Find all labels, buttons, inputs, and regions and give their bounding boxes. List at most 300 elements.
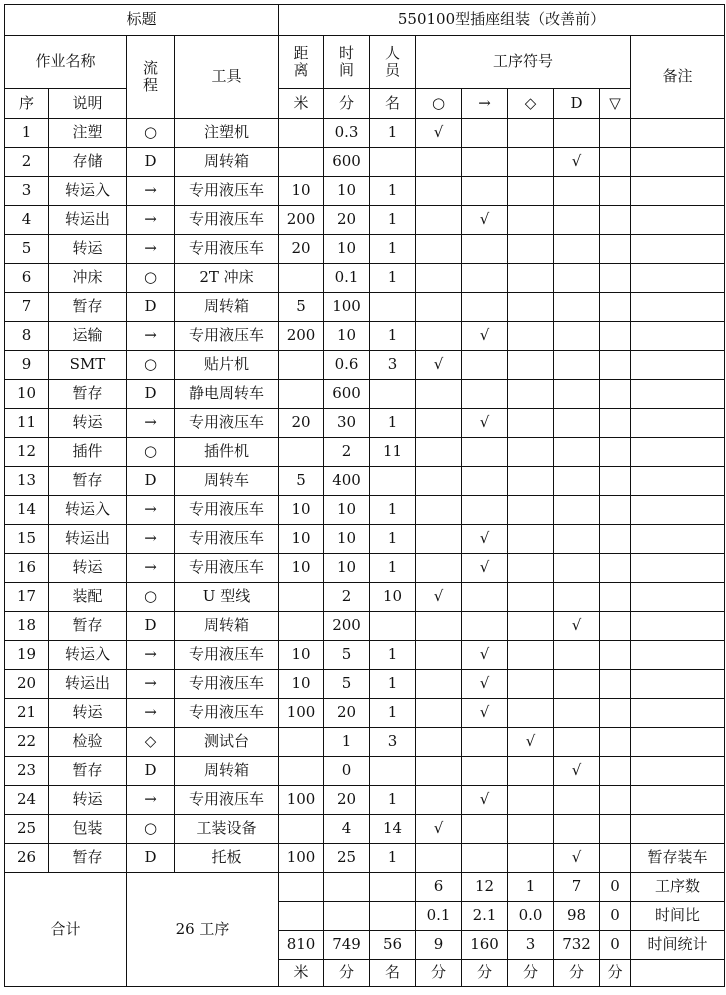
row-desc: 转运出	[49, 206, 127, 235]
row-remark	[631, 380, 725, 409]
row-flow: →	[127, 206, 175, 235]
row-no: 6	[5, 264, 49, 293]
row-remark: 暂存装车	[631, 844, 725, 873]
row-transport-check	[462, 496, 508, 525]
row-no: 22	[5, 728, 49, 757]
row-transport-check: √	[462, 786, 508, 815]
row-distance: 10	[279, 641, 324, 670]
row-distance	[279, 757, 324, 786]
ratio-in: 0.0	[508, 902, 554, 931]
row-no: 4	[5, 206, 49, 235]
row-desc: 插件	[49, 438, 127, 467]
row-people	[370, 757, 416, 786]
ratio-de: 98	[554, 902, 600, 931]
row-distance	[279, 728, 324, 757]
row-remark	[631, 757, 725, 786]
row-remark	[631, 293, 725, 322]
row-people: 14	[370, 815, 416, 844]
row-distance: 100	[279, 786, 324, 815]
row-remark	[631, 409, 725, 438]
row-inspect-check	[508, 612, 554, 641]
row-inspect-check	[508, 351, 554, 380]
row-no: 1	[5, 119, 49, 148]
row-inspect-check	[508, 380, 554, 409]
row-tool: 测试台	[175, 728, 279, 757]
desc-header: 说明	[49, 89, 127, 119]
row-delay-check	[554, 786, 600, 815]
row-op-check: √	[416, 815, 462, 844]
table-row	[5, 670, 725, 699]
seq-header: 序	[5, 89, 49, 119]
unit-min: 分	[324, 89, 370, 119]
row-op-check: √	[416, 583, 462, 612]
transport-symbol: →	[462, 89, 508, 119]
row-people: 1	[370, 177, 416, 206]
row-no: 3	[5, 177, 49, 206]
row-transport-check	[462, 235, 508, 264]
table-row	[5, 612, 725, 641]
count-op: 6	[416, 873, 462, 902]
total-people: 56	[370, 931, 416, 960]
row-remark	[631, 467, 725, 496]
row-transport-check	[462, 438, 508, 467]
total-stat-label: 时间统计	[631, 931, 725, 960]
distance-header: 距 离	[279, 36, 324, 89]
table-row	[5, 235, 725, 264]
row-inspect-check	[508, 438, 554, 467]
row-no: 2	[5, 148, 49, 177]
ratio-label: 时间比	[631, 902, 725, 931]
row-people: 1	[370, 235, 416, 264]
row-distance	[279, 438, 324, 467]
row-distance: 10	[279, 177, 324, 206]
row-tool: 周转箱	[175, 757, 279, 786]
row-desc: 暂存	[49, 757, 127, 786]
row-distance	[279, 351, 324, 380]
row-time: 10	[324, 177, 370, 206]
row-time: 5	[324, 670, 370, 699]
row-transport-check: √	[462, 322, 508, 351]
row-inspect-check	[508, 525, 554, 554]
row-transport-check	[462, 583, 508, 612]
row-remark	[631, 235, 725, 264]
time-header: 时 间	[324, 36, 370, 89]
row-time: 10	[324, 554, 370, 583]
row-people: 1	[370, 119, 416, 148]
row-storage-check	[600, 641, 631, 670]
row-op-check	[416, 612, 462, 641]
row-desc: 存储	[49, 148, 127, 177]
row-inspect-check	[508, 757, 554, 786]
row-storage-check	[600, 844, 631, 873]
row-op-check: √	[416, 119, 462, 148]
row-people: 1	[370, 699, 416, 728]
flow-header: 流 程	[127, 36, 175, 119]
row-op-check	[416, 699, 462, 728]
row-storage-check	[600, 148, 631, 177]
unit-m: 米	[279, 89, 324, 119]
row-time: 10	[324, 525, 370, 554]
summary-row	[5, 873, 725, 902]
chart-title: 550100型插座组装（改善前）	[279, 5, 725, 36]
row-remark	[631, 322, 725, 351]
row-flow: ○	[127, 815, 175, 844]
row-transport-check	[462, 264, 508, 293]
row-flow: →	[127, 409, 175, 438]
row-inspect-check	[508, 467, 554, 496]
row-desc: 转运	[49, 554, 127, 583]
row-delay-check	[554, 177, 600, 206]
table-row	[5, 728, 725, 757]
row-delay-check	[554, 409, 600, 438]
count-label: 工序数	[631, 873, 725, 902]
row-no: 23	[5, 757, 49, 786]
row-remark	[631, 699, 725, 728]
row-remark	[631, 786, 725, 815]
row-people: 3	[370, 728, 416, 757]
total-st: 0	[600, 931, 631, 960]
row-op-check	[416, 264, 462, 293]
row-flow: →	[127, 670, 175, 699]
row-remark	[631, 612, 725, 641]
row-inspect-check	[508, 177, 554, 206]
row-flow: →	[127, 786, 175, 815]
row-time: 0.6	[324, 351, 370, 380]
row-distance	[279, 380, 324, 409]
row-inspect-check	[508, 583, 554, 612]
row-people: 3	[370, 351, 416, 380]
row-op-check	[416, 438, 462, 467]
row-storage-check	[600, 177, 631, 206]
row-flow: →	[127, 641, 175, 670]
row-people: 1	[370, 496, 416, 525]
row-delay-check	[554, 525, 600, 554]
table-row	[5, 641, 725, 670]
blank-cell	[370, 873, 416, 902]
unit-time: 分	[324, 960, 370, 987]
row-tool: U 型线	[175, 583, 279, 612]
row-transport-check	[462, 844, 508, 873]
total-in: 3	[508, 931, 554, 960]
row-op-check: √	[416, 351, 462, 380]
row-delay-check	[554, 119, 600, 148]
row-distance: 10	[279, 496, 324, 525]
people-header: 人 员	[370, 36, 416, 89]
row-no: 21	[5, 699, 49, 728]
row-tool: 周转车	[175, 467, 279, 496]
row-distance: 20	[279, 409, 324, 438]
row-delay-check	[554, 235, 600, 264]
row-inspect-check	[508, 641, 554, 670]
row-delay-check	[554, 583, 600, 612]
row-inspect-check	[508, 206, 554, 235]
row-remark	[631, 438, 725, 467]
op-name-header: 作业名称	[5, 36, 127, 89]
row-op-check	[416, 525, 462, 554]
row-flow: →	[127, 177, 175, 206]
row-inspect-check	[508, 119, 554, 148]
row-no: 20	[5, 670, 49, 699]
blank-cell	[279, 902, 324, 931]
count-de: 7	[554, 873, 600, 902]
row-flow: →	[127, 525, 175, 554]
operation-symbol: ○	[416, 89, 462, 119]
row-inspect-check	[508, 409, 554, 438]
unit-op: 分	[416, 960, 462, 987]
delay-symbol: D	[554, 89, 600, 119]
row-distance: 10	[279, 554, 324, 583]
row-remark	[631, 554, 725, 583]
row-distance: 10	[279, 525, 324, 554]
row-no: 18	[5, 612, 49, 641]
count-in: 1	[508, 873, 554, 902]
row-time: 600	[324, 380, 370, 409]
row-storage-check	[600, 583, 631, 612]
row-no: 19	[5, 641, 49, 670]
row-people: 1	[370, 786, 416, 815]
row-delay-check	[554, 206, 600, 235]
row-storage-check	[600, 264, 631, 293]
table-row	[5, 786, 725, 815]
row-remark	[631, 119, 725, 148]
row-op-check	[416, 322, 462, 351]
row-desc: 暂存	[49, 293, 127, 322]
row-desc: 转运	[49, 699, 127, 728]
blank-cell	[370, 902, 416, 931]
row-flow: ○	[127, 264, 175, 293]
row-time: 20	[324, 699, 370, 728]
row-desc: 检验	[49, 728, 127, 757]
ratio-tr: 2.1	[462, 902, 508, 931]
row-time: 5	[324, 641, 370, 670]
row-tool: 2T 冲床	[175, 264, 279, 293]
row-storage-check	[600, 496, 631, 525]
row-desc: 转运入	[49, 496, 127, 525]
row-people	[370, 380, 416, 409]
row-op-check	[416, 786, 462, 815]
row-people: 1	[370, 641, 416, 670]
row-op-check	[416, 670, 462, 699]
blank-cell	[324, 873, 370, 902]
row-distance	[279, 119, 324, 148]
row-people	[370, 148, 416, 177]
row-time: 200	[324, 612, 370, 641]
table-row	[5, 496, 725, 525]
row-distance: 20	[279, 235, 324, 264]
row-flow: ○	[127, 119, 175, 148]
row-transport-check: √	[462, 641, 508, 670]
row-flow: D	[127, 148, 175, 177]
table-row	[5, 293, 725, 322]
row-flow: →	[127, 235, 175, 264]
row-op-check	[416, 496, 462, 525]
row-desc: 暂存	[49, 612, 127, 641]
row-delay-check	[554, 293, 600, 322]
row-time: 30	[324, 409, 370, 438]
row-desc: 包装	[49, 815, 127, 844]
row-transport-check	[462, 380, 508, 409]
row-op-check	[416, 293, 462, 322]
row-flow: ○	[127, 583, 175, 612]
row-people: 1	[370, 322, 416, 351]
row-inspect-check: √	[508, 728, 554, 757]
row-inspect-check	[508, 235, 554, 264]
table-row	[5, 554, 725, 583]
row-delay-check	[554, 380, 600, 409]
row-transport-check	[462, 293, 508, 322]
table-row	[5, 264, 725, 293]
table-row	[5, 757, 725, 786]
row-transport-check: √	[462, 409, 508, 438]
row-people	[370, 612, 416, 641]
row-remark	[631, 583, 725, 612]
row-op-check	[416, 409, 462, 438]
table-row	[5, 148, 725, 177]
row-tool: 专用液压车	[175, 496, 279, 525]
row-no: 14	[5, 496, 49, 525]
row-op-check	[416, 467, 462, 496]
row-storage-check	[600, 438, 631, 467]
row-storage-check	[600, 206, 631, 235]
row-storage-check	[600, 293, 631, 322]
row-inspect-check	[508, 148, 554, 177]
row-time: 0.1	[324, 264, 370, 293]
row-delay-check	[554, 467, 600, 496]
row-tool: 静电周转车	[175, 380, 279, 409]
row-remark	[631, 641, 725, 670]
row-flow: →	[127, 554, 175, 583]
row-remark	[631, 264, 725, 293]
row-people	[370, 293, 416, 322]
row-desc: 转运入	[49, 641, 127, 670]
row-flow: D	[127, 612, 175, 641]
row-delay-check	[554, 554, 600, 583]
row-transport-check	[462, 119, 508, 148]
row-no: 7	[5, 293, 49, 322]
row-no: 5	[5, 235, 49, 264]
row-transport-check: √	[462, 699, 508, 728]
row-storage-check	[600, 525, 631, 554]
row-people: 1	[370, 264, 416, 293]
inspect-symbol: ◇	[508, 89, 554, 119]
row-flow: ○	[127, 438, 175, 467]
symbols-header: 工序符号	[416, 36, 631, 89]
row-delay-check	[554, 496, 600, 525]
row-distance: 200	[279, 322, 324, 351]
row-tool: 专用液压车	[175, 670, 279, 699]
row-time: 10	[324, 235, 370, 264]
row-flow: ○	[127, 351, 175, 380]
row-flow: D	[127, 757, 175, 786]
unit-tr: 分	[462, 960, 508, 987]
row-op-check	[416, 177, 462, 206]
row-flow: →	[127, 322, 175, 351]
total-label: 合计	[5, 873, 127, 987]
ratio-st: 0	[600, 902, 631, 931]
row-storage-check	[600, 728, 631, 757]
row-tool: 专用液压车	[175, 322, 279, 351]
row-tool: 专用液压车	[175, 699, 279, 728]
row-desc: SMT	[49, 351, 127, 380]
row-transport-check	[462, 177, 508, 206]
row-time: 25	[324, 844, 370, 873]
unit-st: 分	[600, 960, 631, 987]
row-delay-check	[554, 351, 600, 380]
row-time: 600	[324, 148, 370, 177]
row-people: 1	[370, 525, 416, 554]
row-inspect-check	[508, 554, 554, 583]
table-row	[5, 844, 725, 873]
row-desc: 转运	[49, 235, 127, 264]
row-no: 15	[5, 525, 49, 554]
row-transport-check	[462, 728, 508, 757]
row-people	[370, 467, 416, 496]
row-flow: →	[127, 699, 175, 728]
row-distance	[279, 612, 324, 641]
row-op-check	[416, 844, 462, 873]
process-chart-table	[4, 4, 725, 987]
row-desc: 冲床	[49, 264, 127, 293]
total-time: 749	[324, 931, 370, 960]
row-no: 24	[5, 786, 49, 815]
row-remark	[631, 351, 725, 380]
row-transport-check	[462, 815, 508, 844]
row-op-check	[416, 641, 462, 670]
row-distance: 200	[279, 206, 324, 235]
row-op-check	[416, 148, 462, 177]
row-storage-check	[600, 699, 631, 728]
row-tool: 周转箱	[175, 293, 279, 322]
row-transport-check	[462, 351, 508, 380]
row-no: 10	[5, 380, 49, 409]
row-transport-check	[462, 467, 508, 496]
table-row	[5, 177, 725, 206]
row-desc: 转运	[49, 786, 127, 815]
row-people: 10	[370, 583, 416, 612]
row-people: 1	[370, 554, 416, 583]
row-tool: 注塑机	[175, 119, 279, 148]
row-distance	[279, 148, 324, 177]
row-inspect-check	[508, 844, 554, 873]
table-row	[5, 322, 725, 351]
row-no: 25	[5, 815, 49, 844]
row-desc: 暂存	[49, 844, 127, 873]
row-no: 16	[5, 554, 49, 583]
row-tool: 周转箱	[175, 612, 279, 641]
row-delay-check	[554, 641, 600, 670]
total-op: 9	[416, 931, 462, 960]
row-desc: 转运入	[49, 177, 127, 206]
row-desc: 转运出	[49, 670, 127, 699]
row-distance	[279, 264, 324, 293]
row-delay-check	[554, 322, 600, 351]
table-row	[5, 699, 725, 728]
row-no: 26	[5, 844, 49, 873]
table-row	[5, 525, 725, 554]
row-delay-check: √	[554, 757, 600, 786]
table-row	[5, 380, 725, 409]
row-time: 20	[324, 786, 370, 815]
row-delay-check	[554, 670, 600, 699]
row-transport-check	[462, 757, 508, 786]
row-storage-check	[600, 467, 631, 496]
unit-de: 分	[554, 960, 600, 987]
row-flow: D	[127, 293, 175, 322]
row-storage-check	[600, 322, 631, 351]
row-people: 1	[370, 844, 416, 873]
tool-header: 工具	[175, 36, 279, 119]
row-distance	[279, 815, 324, 844]
